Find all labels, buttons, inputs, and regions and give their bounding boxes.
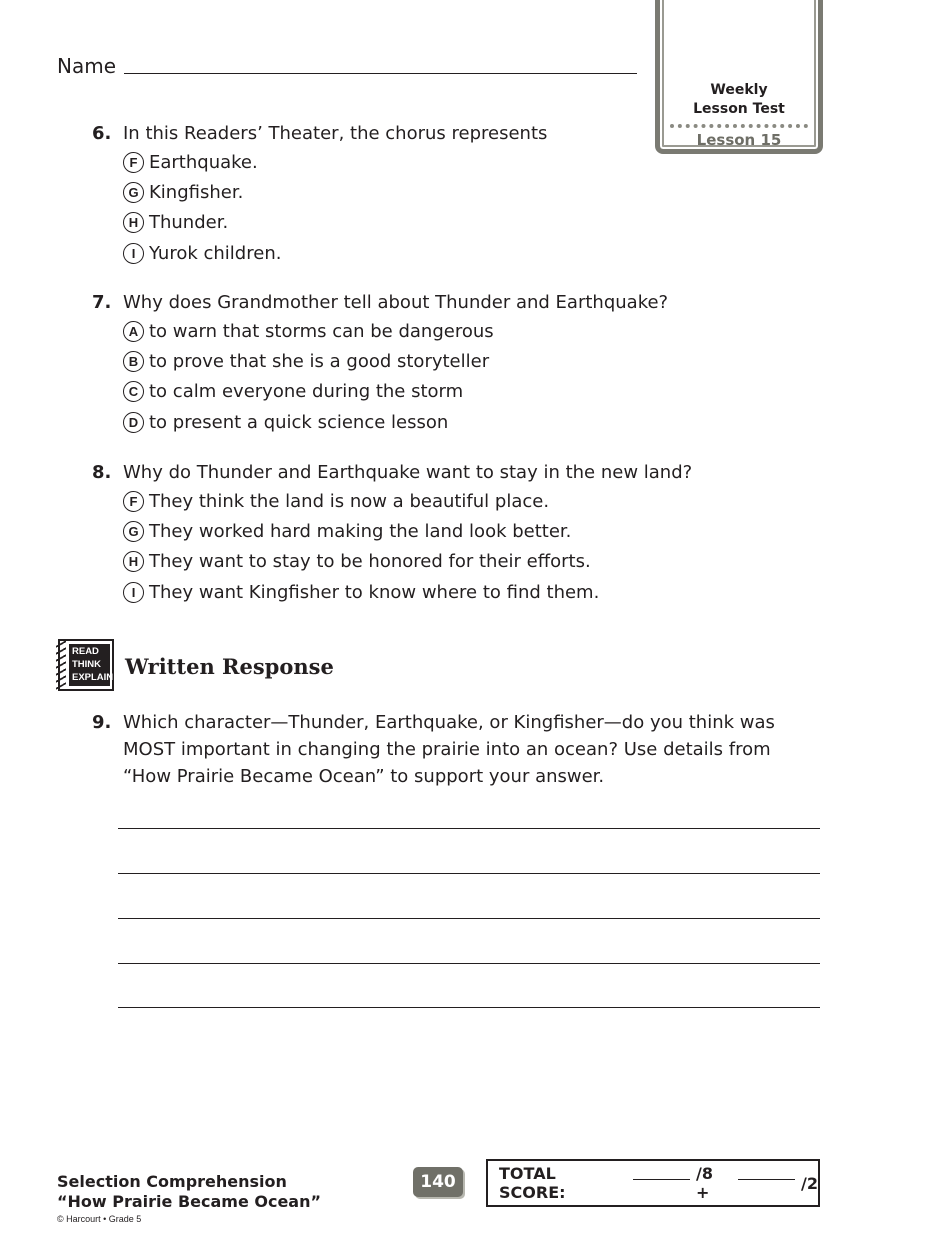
answer-text: Earthquake.	[149, 151, 258, 173]
answer-option[interactable]	[123, 407, 832, 437]
icon-label-explain: EXPLAIN	[72, 672, 114, 683]
question-stem: Which character—Thunder, Earthquake, or Kingfisher—do you think was MOST important in changing the prairie into an ocean? Use details from “How Prairie Became Ocean” to support your answer.	[123, 712, 775, 787]
answer-option[interactable]	[123, 208, 832, 238]
answer-bubble[interactable]: A	[123, 321, 144, 342]
question-number: 7.	[92, 292, 112, 313]
footer-title-line2: “How Prairie Became Ocean”	[57, 1192, 322, 1211]
answer-line[interactable]	[118, 918, 820, 919]
tab-lesson-number: Lesson 15	[696, 131, 782, 149]
tab-title	[660, 81, 818, 119]
total-score-box	[486, 1159, 820, 1207]
answer-line[interactable]	[118, 963, 820, 964]
answer-option[interactable]	[123, 577, 832, 607]
answer-bubble[interactable]: C	[123, 381, 144, 402]
answer-text: Yurok children.	[149, 242, 282, 264]
answer-bubble[interactable]: D	[123, 412, 144, 433]
score-part1: /8 +	[696, 1164, 713, 1202]
answer-bubble[interactable]: G	[123, 182, 144, 203]
tab-title-line1: Weekly	[710, 82, 768, 98]
answer-text: They think the land is now a beautiful place.	[149, 490, 550, 512]
name-input-line[interactable]	[124, 73, 637, 74]
icon-label-read: READ	[72, 646, 99, 657]
question-number: 6.	[92, 123, 112, 144]
notebook-spiral-icon	[56, 640, 66, 690]
answer-option[interactable]	[123, 377, 832, 407]
answer-text: to calm everyone during the storm	[149, 381, 464, 403]
answer-options	[123, 147, 832, 268]
answer-text: They want to stay to be honored for their efforts.	[149, 551, 591, 573]
answer-line[interactable]	[118, 828, 820, 829]
answer-text: They want Kingfisher to know where to find them.	[149, 581, 600, 603]
answer-bubble[interactable]: I	[123, 582, 144, 603]
question-8	[92, 459, 832, 607]
score-part2: /2	[801, 1173, 818, 1193]
icon-label-think: THINK	[72, 659, 102, 670]
score-blank[interactable]	[738, 1179, 795, 1180]
question-7	[92, 289, 832, 437]
question-stem: Why do Thunder and Earthquake want to stay in the new land?	[123, 462, 693, 483]
answer-option[interactable]	[123, 238, 832, 268]
page-number: 140	[413, 1167, 463, 1197]
answer-bubble[interactable]: H	[123, 212, 144, 233]
question-stem: In this Readers’ Theater, the chorus represents	[123, 123, 548, 144]
tab-title-line2: Lesson Test	[693, 101, 785, 117]
answer-option[interactable]	[123, 547, 832, 577]
answer-bubble[interactable]: G	[123, 521, 144, 542]
answer-option[interactable]	[123, 346, 832, 376]
answer-text: to present a quick science lesson	[149, 411, 449, 433]
footer-title-line1: Selection Comprehension	[57, 1172, 287, 1191]
answer-options	[123, 316, 832, 437]
score-label: TOTAL SCORE:	[499, 1164, 566, 1202]
read-think-explain-icon	[58, 639, 114, 691]
name-label: Name	[57, 54, 117, 78]
answer-text: Kingfisher.	[149, 181, 244, 203]
answer-option[interactable]	[123, 516, 832, 546]
question-number: 8.	[92, 462, 112, 483]
answer-option[interactable]	[123, 316, 832, 346]
question-9	[92, 709, 812, 790]
question-6	[92, 120, 832, 268]
answer-line[interactable]	[118, 1007, 820, 1008]
answer-text: to warn that storms can be dangerous	[149, 320, 494, 342]
answer-bubble[interactable]: F	[123, 152, 144, 173]
answer-line[interactable]	[118, 873, 820, 874]
answer-bubble[interactable]: F	[123, 491, 144, 512]
answer-bubble[interactable]: I	[123, 243, 144, 264]
answer-option[interactable]	[123, 147, 832, 177]
question-number: 9.	[92, 712, 112, 733]
copyright: © Harcourt • Grade 5	[57, 1214, 142, 1224]
answer-text: Thunder.	[149, 212, 229, 234]
answer-options	[123, 486, 832, 607]
answer-text: They worked hard making the land look better.	[149, 520, 572, 542]
answer-option[interactable]	[123, 486, 832, 516]
answer-text: to prove that she is a good storyteller	[149, 350, 490, 372]
footer-title	[57, 1172, 321, 1212]
score-blank[interactable]	[633, 1179, 690, 1180]
answer-bubble[interactable]: H	[123, 551, 144, 572]
answer-bubble[interactable]: B	[123, 351, 144, 372]
question-stem: Why does Grandmother tell about Thunder and Earthquake?	[123, 292, 669, 313]
section-heading: Written Response	[125, 654, 334, 679]
answer-option[interactable]	[123, 177, 832, 207]
